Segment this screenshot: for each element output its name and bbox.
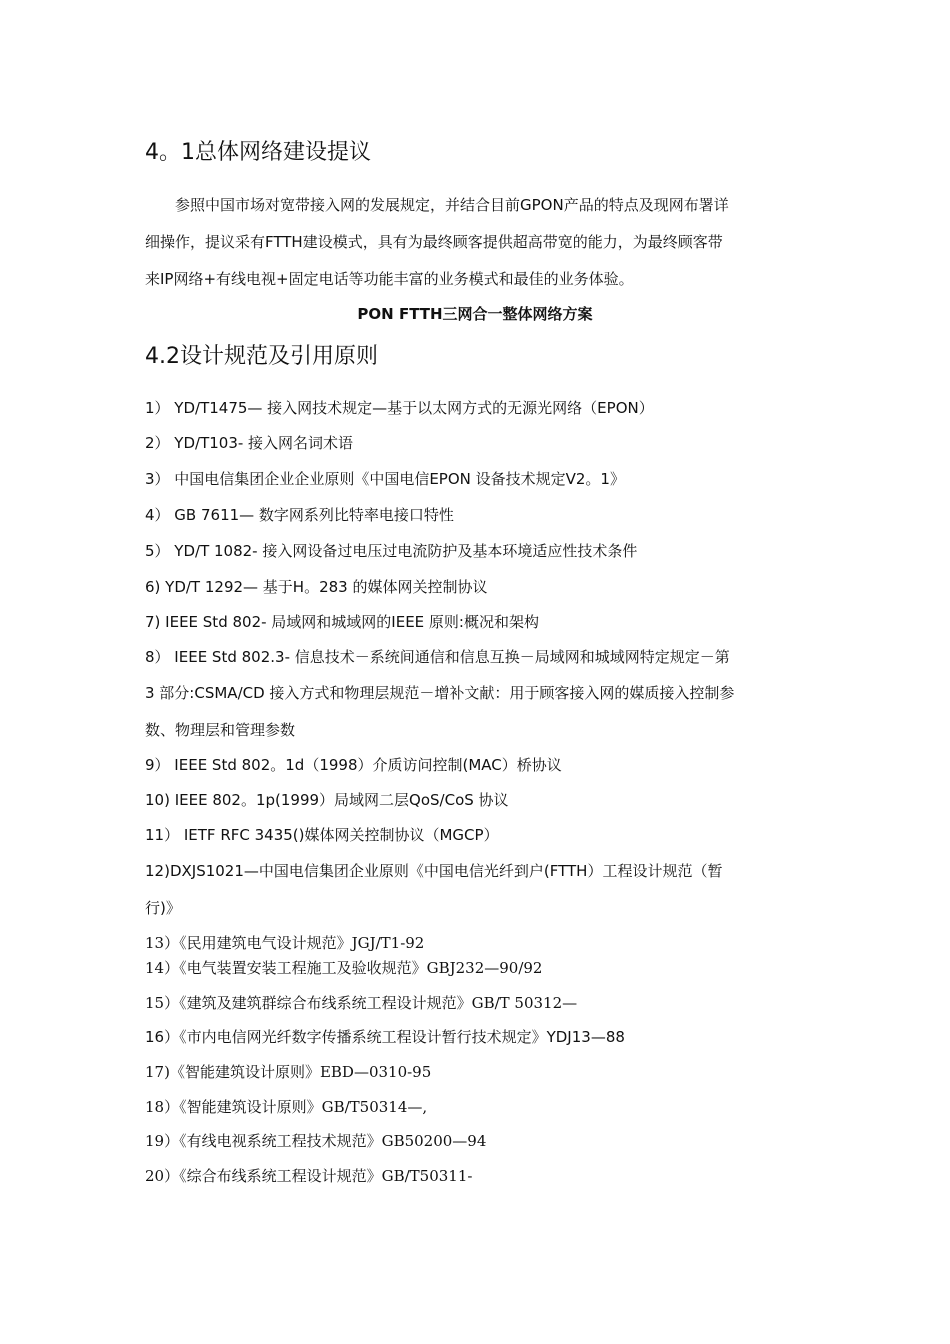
reference-item-continuation: 3 部分:CSMA/CD 接入方式和物理层规范－增补文献：用于顾客接入网的媒质接入控制参	[145, 684, 735, 702]
reference-item: 5） YD/T 1082- 接入网设备过电压过电流防护及基本环境适应性技术条件	[145, 542, 638, 560]
section-heading-4-1: 4。1总体网络建设提议	[145, 140, 371, 165]
reference-item-continuation: 行)》	[145, 899, 181, 917]
reference-item-continuation: 数、物理层和管理参数	[145, 721, 296, 739]
reference-item: 2） YD/T103- 接入网名词术语	[145, 434, 354, 452]
reference-item: 6) YD/T 1292— 基于H。283 的媒体网关控制协议	[145, 578, 488, 596]
reference-item: 19）《有线电视系统工程技术规范》GB50200—94	[145, 1132, 487, 1150]
reference-item: 14）《电气装置安装工程施工及验收规范》GBJ232—90/92	[145, 959, 543, 977]
paragraph-line-1: 参照中国市场对宽带接入网的发展规定，并结合目前GPON产品的特点及现网布署详	[145, 196, 729, 214]
reference-item: 7) IEEE Std 802- 局域网和城域网的IEEE 原则:概况和架构	[145, 613, 539, 631]
paragraph-line-2: 细操作，提议采有FTTH建设模式，具有为最终顾客提供超高带宽的能力，为最终顾客带	[145, 233, 723, 251]
reference-item: 13）《民用建筑电气设计规范》JGJ/T1-92	[145, 934, 425, 952]
reference-item: 3） 中国电信集团企业企业原则《中国电信EPON 设备技术规定V2。1》	[145, 470, 625, 488]
reference-item: 9） IEEE Std 802。1d（1998）介质访问控制(MAC）桥协议	[145, 756, 562, 774]
reference-item: 16）《市内电信网光纤数字传播系统工程设计暂行技术规定》YDJ13—88	[145, 1028, 625, 1046]
reference-item: 11） IETF RFC 3435()媒体网关控制协议（MGCP）	[145, 826, 499, 844]
reference-item: 20）《综合布线系统工程设计规范》GB/T50311-	[145, 1167, 473, 1185]
reference-item: 4） GB 7611— 数字网系列比特率电接口特性	[145, 506, 454, 524]
section-heading-4-2: 4.2设计规范及引用原则	[145, 344, 378, 369]
reference-item: 10) IEEE 802。1p(1999）局域网二层QoS/CoS 协议	[145, 791, 509, 809]
reference-item: 17)《智能建筑设计原则》EBD—0310-95	[145, 1063, 432, 1081]
reference-item: 12)DXJS1021—中国电信集团企业原则《中国电信光纤到户(FTTH）工程设计规范（暂	[145, 862, 723, 880]
reference-item: 18）《智能建筑设计原则》GB/T50314—,	[145, 1098, 428, 1116]
reference-item: 8） IEEE Std 802.3- 信息技术－系统间通信和信息互换－局域网和城域网特定规定－第	[145, 648, 730, 666]
figure-caption: PON FTTH三网合一整体网络方案	[357, 305, 593, 323]
paragraph-line-3: 来IP网络+有线电视+固定电话等功能丰富的业务模式和最佳的业务体验。	[145, 270, 634, 288]
reference-item: 1） YD/T1475— 接入网技术规定—基于以太网方式的无源光网络（EPON）	[145, 399, 654, 417]
reference-item: 15）《建筑及建筑群综合布线系统工程设计规范》GB/T 50312—	[145, 994, 578, 1012]
